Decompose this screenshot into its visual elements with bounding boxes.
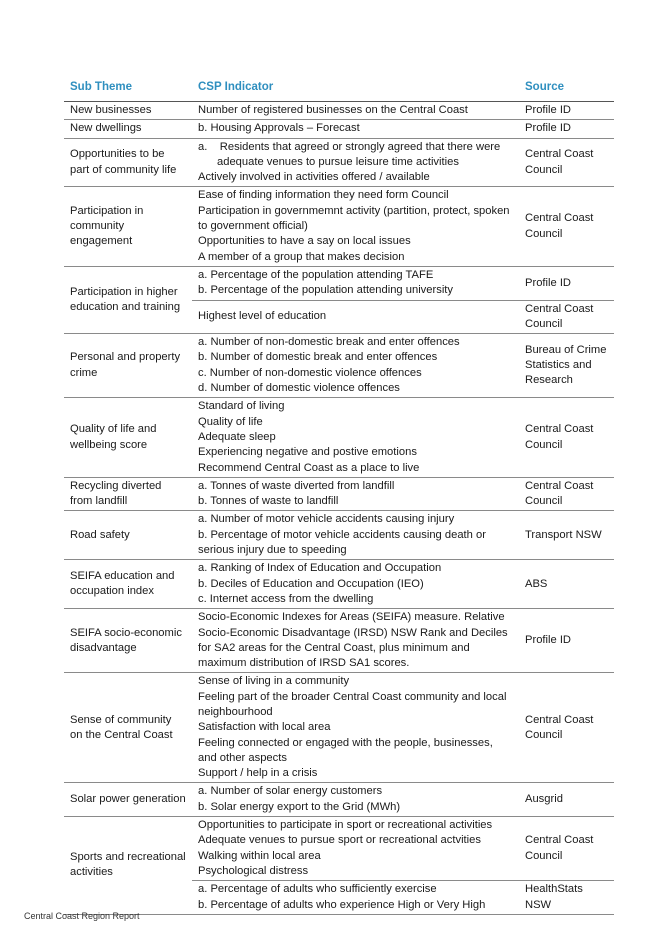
indicator-line: b. Percentage of motor vehicle accidents causing death or serious injury due to speeding [198,528,486,557]
indicator-table [64,78,614,915]
indicator-line: b. Tonnes of waste to landfill [198,495,339,508]
indicator-table-container [64,78,614,915]
indicator-cell [192,102,519,120]
table-row [64,120,614,138]
indicator-line: Recommend Central Coast as a place to live [198,461,420,474]
source-cell: Central Coast Council [519,300,614,334]
indicator-line: b. Solar energy export to the Grid (MWh) [198,800,401,813]
indicator-line: b. Percentage of adults who experience High or Very High [198,898,486,911]
indicator-line: Psychological distress [198,864,309,877]
indicator-line: d. Number of domestic violence offences [198,382,400,395]
indicator-cell [192,783,519,817]
indicator-cell [192,300,519,334]
source-cell: Central Coast Council [519,187,614,266]
source-cell: Profile ID [519,120,614,138]
indicator-line: a. Ranking of Index of Education and Occupation [198,562,442,575]
indicator-cell [192,187,519,266]
source-cell: Ausgrid [519,783,614,817]
header-sub-theme: Sub Theme [64,78,192,102]
indicator-line: Support / help in a crisis [198,767,318,780]
table-row [64,187,614,266]
indicator-line: Adequate sleep [198,430,276,443]
indicator-line: Highest level of education [198,310,327,323]
indicator-line: Participation in governmemnt activity (partition, protect, spoken to government official) [198,204,510,233]
indicator-line: c. Number of non-domestic violence offences [198,366,422,379]
indicator-line: Ease of finding information they need form Council [198,189,449,202]
sub-theme-cell: Participation in community engagement [64,187,192,266]
sub-theme-cell: New dwellings [64,120,192,138]
indicator-line: Quality of life [198,415,263,428]
sub-theme-cell: SEIFA education and occupation index [64,560,192,609]
sub-theme-cell: Sports and recreational activities [64,817,192,915]
table-row [64,817,614,881]
indicator-cell [192,266,519,300]
indicator-line: Satisfaction with local area [198,721,331,734]
indicator-line: Opportunities to have a say on local issues [198,235,411,248]
indicator-cell [192,511,519,560]
table-row [64,266,614,300]
indicator-line: a. Percentage of the population attending TAFE [198,268,434,281]
indicator-cell [192,120,519,138]
source-cell: Profile ID [519,609,614,673]
indicator-line: b. Percentage of the population attending university [198,284,454,297]
table-header-row [64,78,614,102]
indicator-cell [192,560,519,609]
indicator-line: Socio-Economic Indexes for Areas (SEIFA) measure. Relative Socio-Economic Disadvantage (IRSD) NSW Rank and Deciles for SA2 areas for the Central Coast, plus minimum and maximum distribution of IRSD SA1 scores. [198,611,508,670]
source-cell: ABS [519,560,614,609]
table-row [64,511,614,560]
indicator-cell [192,609,519,673]
indicator-line: b. Housing Approvals – Forecast [198,122,360,135]
indicator-line: a. Number of motor vehicle accidents causing injury [198,513,455,526]
indicator-line: Standard of living [198,400,285,413]
indicator-line: Opportunities to participate in sport or recreational activities [198,819,493,832]
indicator-line: b. Deciles of Education and Occupation (IEO) [198,577,424,590]
indicator-line: a. Number of non-domestic break and enter offences [198,336,460,349]
sub-theme-cell: SEIFA socio-economic disadvantage [64,609,192,673]
indicator-line: Sense of living in a community [198,675,350,688]
indicator-cell [192,138,519,187]
table-row [64,560,614,609]
indicator-line: Feeling part of the broader Central Coast community and local neighbourhood [198,690,507,718]
table-row [64,673,614,783]
indicator-cell [192,398,519,477]
indicator-line: Walking within local area [198,849,321,862]
source-cell: HealthStats NSW [519,881,614,915]
header-source: Source [519,78,614,102]
source-cell: Central Coast Council [519,477,614,511]
indicator-cell [192,477,519,511]
sub-theme-cell: Opportunities to be part of community life [64,138,192,187]
sub-theme-cell: Road safety [64,511,192,560]
indicator-cell [192,673,519,783]
table-row [64,783,614,817]
sub-theme-cell: Participation in higher education and training [64,266,192,333]
sub-theme-cell: Sense of community on the Central Coast [64,673,192,783]
table-row [64,138,614,187]
sub-theme-cell: Recycling diverted from landfill [64,477,192,511]
indicator-cell [192,881,519,915]
table-row [64,477,614,511]
source-cell: Central Coast Council [519,138,614,187]
indicator-cell [192,334,519,398]
table-row [64,102,614,120]
indicator-line: Number of registered businesses on the Central Coast [198,104,468,116]
indicator-line: Actively involved in activities offered / available [198,171,430,184]
table-row [64,398,614,477]
indicator-line: c. Internet access from the dwelling [198,592,374,605]
sub-theme-cell: Solar power generation [64,783,192,817]
source-cell: Central Coast Council [519,817,614,881]
indicator-line: a. Number of solar energy customers [198,785,383,798]
indicator-line: Feeling connected or engaged with the people, businesses, and other aspects [198,736,493,764]
page-footer: Central Coast Region Report [24,911,140,921]
indicator-line: A member of a group that makes decision [198,250,405,263]
indicator-line: Experiencing negative and postive emotions [198,446,417,459]
source-cell: Profile ID [519,102,614,120]
sub-theme-cell: Quality of life and wellbeing score [64,398,192,477]
header-csp-indicator: CSP Indicator [192,78,519,102]
table-row [64,334,614,398]
indicator-line: Adequate venues to pursue sport or recreational actvities [198,834,481,847]
indicator-line: b. Number of domestic break and enter offences [198,351,438,364]
indicator-cell [192,817,519,881]
source-cell: Profile ID [519,266,614,300]
source-cell: Central Coast Council [519,398,614,477]
sub-theme-cell: New businesses [64,102,192,120]
indicator-line: a. Percentage of adults who sufficiently exercise [198,883,437,896]
source-cell: Transport NSW [519,511,614,560]
indicator-line: a. Tonnes of waste diverted from landfill [198,479,395,492]
indicator-line: a. Residents that agreed or strongly agreed that there were adequate venues to pursue leisure time activities [198,140,501,168]
source-cell: Central Coast Council [519,673,614,783]
sub-theme-cell: Personal and property crime [64,334,192,398]
table-row [64,609,614,673]
source-cell: Bureau of Crime Statistics and Research [519,334,614,398]
